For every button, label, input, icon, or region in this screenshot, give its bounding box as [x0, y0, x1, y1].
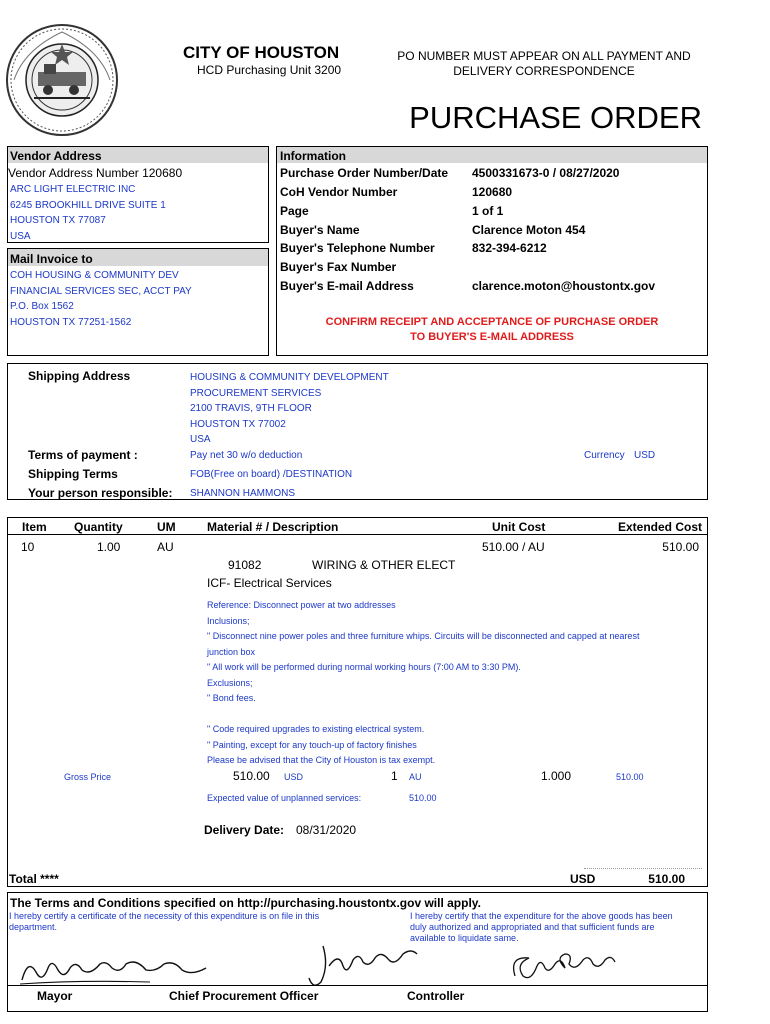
info-label-page: Page: [280, 204, 309, 218]
gross-price-amount: 510.00: [233, 769, 270, 783]
items-header-rule: [7, 534, 708, 535]
col-quantity: Quantity: [74, 520, 123, 534]
confirm-notice: [276, 315, 708, 345]
shipping-terms-value: FOB(Free on board) /DESTINATION: [190, 469, 353, 480]
info-value-buyer-name: Clarence Moton 454: [472, 223, 586, 237]
cpo-label: Chief Procurement Officer: [169, 989, 319, 1003]
mayor-label: Mayor: [37, 989, 73, 1003]
terms-payment-value: Pay net 30 w/o deduction: [190, 450, 303, 461]
shipping-line: HOUSTON TX 77002: [190, 418, 286, 430]
gross-price-label: Gross Price: [64, 772, 112, 782]
confirm-line1: CONFIRM RECEIPT AND ACCEPTANCE OF PURCHASE ORDER: [325, 316, 659, 328]
person-responsible-label: Your person responsible:: [28, 486, 173, 500]
vendor-heading: Vendor Address: [10, 149, 102, 163]
note-line: " Painting, except for any touch-up of factory finishes: [207, 739, 417, 750]
currency-value: USD: [634, 450, 656, 461]
note-line: " Bond fees.: [207, 693, 256, 703]
info-label-buyer-fax: Buyer's Fax Number: [280, 260, 397, 274]
vendor-line: 6245 BROOKHILL DRIVE SUITE 1: [10, 199, 166, 211]
vendor-address: [10, 182, 166, 244]
info-label-buyer-name: Buyer's Name: [280, 223, 360, 237]
gross-price-factor: 1.000: [541, 769, 572, 783]
currency-label: Currency: [584, 450, 625, 461]
gross-price-qty: 1: [391, 769, 398, 783]
service-description: ICF- Electrical Services: [207, 576, 332, 590]
note-line: [207, 707, 639, 723]
cpo-signature: [305, 940, 435, 990]
po-notice-line1: PO NUMBER MUST APPEAR ON ALL PAYMENT AND: [397, 49, 691, 63]
invoice-line: FINANCIAL SERVICES SEC, ACCT PAY: [10, 285, 192, 297]
line-item-number: 10: [21, 540, 35, 554]
info-value-buyer-phone: 832-394-6212: [472, 241, 547, 255]
invoice-line: P.O. Box 1562: [10, 301, 74, 312]
shipping-line: HOUSING & COMMUNITY DEVELOPMENT: [190, 372, 389, 383]
signature-rule: [8, 985, 707, 986]
controller-signature: [505, 950, 635, 985]
delivery-date-label: Delivery Date:: [204, 823, 285, 837]
confirm-line2: TO BUYER'S E-MAIL ADDRESS: [410, 331, 574, 343]
info-label-vendor-number: CoH Vendor Number: [280, 185, 398, 199]
gross-price-um: AU: [409, 772, 422, 782]
city-name: CITY OF HOUSTON: [183, 43, 340, 62]
expected-value-label: Expected value of unplanned services:: [207, 793, 362, 803]
col-unit-cost: Unit Cost: [492, 520, 546, 534]
total-rule: [584, 868, 702, 869]
vendor-number: Vendor Address Number 120680: [8, 166, 183, 180]
material-description: WIRING & OTHER ELECT: [312, 558, 456, 572]
vendor-line: HOUSTON TX 77087: [10, 215, 106, 226]
info-value-vendor-number: 120680: [472, 185, 513, 199]
certify-left: I hereby certify a certificate of the necessity of this expenditure is on file in this department.: [9, 911, 320, 932]
col-item: Item: [22, 520, 47, 534]
expected-value-amount: 510.00: [409, 793, 437, 803]
po-notice: [376, 49, 712, 79]
line-item-unit-cost: 510.00 / AU: [482, 540, 545, 554]
col-um: UM: [157, 520, 176, 534]
shipping-address: [190, 370, 389, 448]
invoice-line: HOUSTON TX 77251-1562: [10, 316, 132, 328]
info-value-po: 4500331673-0 / 08/27/2020: [472, 166, 620, 180]
info-value-buyer-email[interactable]: clarence.moton@houstontx.gov: [472, 279, 656, 293]
po-notice-line2: DELIVERY CORRESPONDENCE: [453, 64, 635, 78]
note-line: " All work will be performed during normal working hours (7:00 AM to 3:30 PM).: [207, 662, 521, 672]
invoice-heading: Mail Invoice to: [10, 252, 93, 266]
total-currency: USD: [570, 872, 596, 886]
shipping-terms-label: Shipping Terms: [28, 467, 118, 481]
total-label: Total ****: [9, 872, 59, 886]
terms-conditions: The Terms and Conditions specified on http://purchasing.houstontx.gov will apply.: [10, 896, 481, 910]
controller-label: Controller: [407, 989, 465, 1003]
note-line: Reference: Disconnect power at two addresses: [207, 600, 396, 610]
shipping-line: PROCUREMENT SERVICES: [190, 387, 322, 399]
certify-right: I hereby certify that the expenditure for the above goods has been duly authorized and appropriated and that sufficient funds are available to liquidate same.: [410, 911, 673, 943]
shipping-line: 2100 TRAVIS, 9TH FLOOR: [190, 403, 312, 414]
line-item-quantity: 1.00: [97, 540, 121, 554]
shipping-address-label: Shipping Address: [28, 369, 131, 383]
info-label-buyer-email: Buyer's E-mail Address: [280, 279, 414, 293]
vendor-line: USA: [10, 230, 31, 242]
note-line: Inclusions;: [207, 615, 250, 626]
gross-price-total: 510.00: [616, 772, 644, 782]
material-number: 91082: [228, 558, 262, 572]
vendor-line: ARC LIGHT ELECTRIC INC: [10, 184, 136, 195]
city-seal: [4, 22, 120, 138]
col-extended-cost: Extended Cost: [617, 520, 702, 534]
info-value-page: 1 of 1: [472, 204, 504, 218]
shipping-line: USA: [190, 434, 211, 445]
person-responsible-value: SHANNON HAMMONS: [190, 488, 296, 499]
invoice-address: [10, 268, 192, 330]
note-line: junction box: [207, 646, 256, 657]
gross-price-currency: USD: [284, 772, 304, 782]
purchasing-unit: HCD Purchasing Unit 3200: [197, 63, 342, 77]
note-line: " Code required upgrades to existing electrical system.: [207, 724, 425, 734]
info-label-buyer-phone: Buyer's Telephone Number: [280, 241, 435, 255]
note-line: " Disconnect nine power poles and three furniture whips. Circuits will be disconnected and capped at nearest: [207, 631, 640, 641]
col-material: Material # / Description: [207, 520, 339, 534]
note-line: Please be advised that the City of Houston is tax exempt.: [207, 755, 436, 765]
page-title: PURCHASE ORDER: [409, 100, 702, 135]
total-value: 510.00: [648, 872, 685, 886]
delivery-date-value: 08/31/2020: [296, 823, 357, 837]
note-line: Exclusions;: [207, 677, 253, 688]
invoice-line: COH HOUSING & COMMUNITY DEV: [10, 270, 179, 281]
line-item-um: AU: [157, 540, 174, 554]
mayor-signature: [16, 950, 236, 990]
line-item-extended-cost: 510.00: [662, 540, 699, 554]
terms-payment-label: Terms of payment :: [28, 448, 138, 462]
item-notes: [207, 598, 639, 769]
info-heading: Information: [280, 149, 346, 163]
info-label-po: Purchase Order Number/Date: [280, 166, 449, 180]
